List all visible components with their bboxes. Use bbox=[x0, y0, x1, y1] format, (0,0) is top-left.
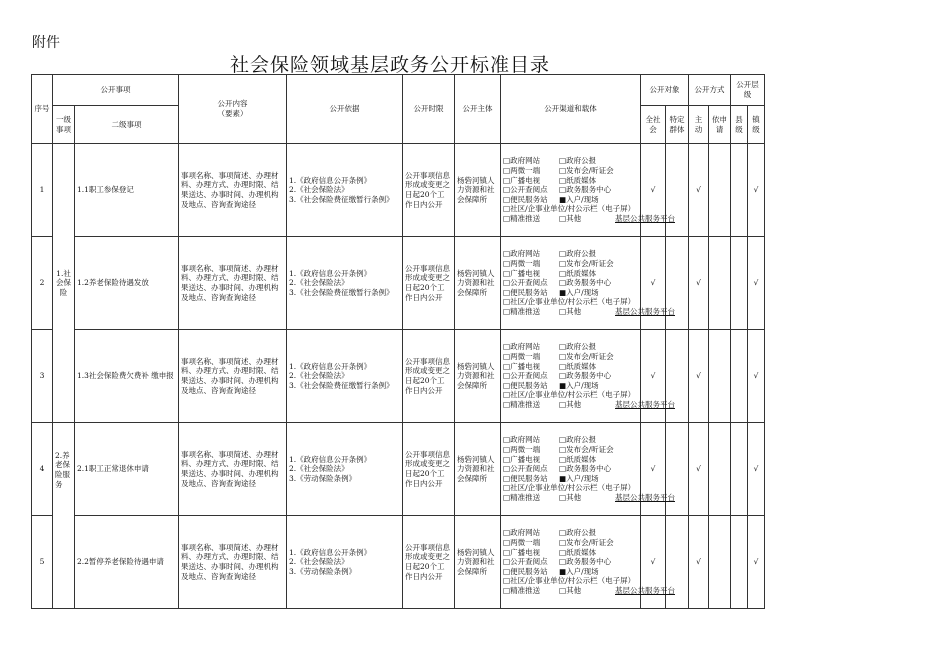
basis-cell: 1.《政府信息公开条例》 2.《社会保险法》 3.《劳动保险条例》 bbox=[287, 516, 403, 609]
level2-item: 1.3社会保险费欠费补 缴申报 bbox=[75, 330, 179, 423]
level-county-mark bbox=[731, 423, 748, 516]
level-town-mark: √ bbox=[748, 237, 765, 330]
basis-cell: 1.《政府信息公开条例》 2.《社会保险法》 3.《社会保险费征缴暂行条例》 bbox=[287, 237, 403, 330]
level2-item: 2.2暂停养老保险待遇申请 bbox=[75, 516, 179, 609]
level-county-mark bbox=[731, 144, 748, 237]
method-active-mark: √ bbox=[689, 516, 709, 609]
level2-item: 1.2养老保险待遇发放 bbox=[75, 237, 179, 330]
header-method: 公开方式 bbox=[689, 75, 731, 106]
method-active-mark: √ bbox=[689, 330, 709, 423]
method-apply-mark bbox=[709, 144, 731, 237]
target-all-mark: √ bbox=[641, 330, 666, 423]
level1-item: 1.社会保险 bbox=[53, 144, 75, 423]
header-target: 公开对象 bbox=[641, 75, 689, 106]
target-all-mark: √ bbox=[641, 423, 666, 516]
content-cell: 事项名称、事项简述、办理材料、办理方式、办理时限、结果送达、办事时间、办理机构及地点、咨询查询途径 bbox=[179, 423, 287, 516]
time-limit-cell: 公开事项信息形成或变更之日起20个工作日内公开 bbox=[403, 237, 455, 330]
row-seq: 4 bbox=[32, 423, 53, 516]
level2-item: 1.1职工参保登记 bbox=[75, 144, 179, 237]
subject-cell: 杨砦河镇人力资源和社会保障所 bbox=[455, 144, 501, 237]
level1-item: 2.养老保险服务 bbox=[53, 423, 75, 609]
level-town-mark: √ bbox=[748, 144, 765, 237]
attachment-label: 附件 bbox=[32, 35, 60, 51]
channels-cell: □政府网站 □政府公报 □两微一端 □发布会/听证会 □广播电视 □纸质媒体 □公开查阅点 □政务服务中心 □便民服务站 ■入户/现场 □社区/企事业单位/村公示栏（电子屏） □精准推送 □其他 基层公共服务平台 bbox=[501, 423, 641, 516]
subject-cell: 杨砦河镇人力资源和社会保障所 bbox=[455, 237, 501, 330]
header-level-county: 县 级 bbox=[731, 106, 748, 144]
header-public-matter: 公开事项 bbox=[53, 75, 179, 106]
header-content: 公开内容 （要素） bbox=[179, 75, 287, 144]
header-level-town: 镇 级 bbox=[748, 106, 765, 144]
time-limit-cell: 公开事项信息形成或变更之日起20个工作日内公开 bbox=[403, 423, 455, 516]
level-town-mark: √ bbox=[748, 423, 765, 516]
content-cell: 事项名称、事项简述、办理材料、办理方式、办理时限、结果送达、办事时间、办理机构及地点、咨询查询途径 bbox=[179, 516, 287, 609]
table-row bbox=[32, 330, 765, 423]
channels-cell: □政府网站 □政府公报 □两微一端 □发布会/听证会 □广播电视 □纸质媒体 □公开查阅点 □政务服务中心 □便民服务站 ■入户/现场 □社区/企事业单位/村公示栏（电子屏） □精准推送 □其他 基层公共服务平台 bbox=[501, 330, 641, 423]
row-seq: 3 bbox=[32, 330, 53, 423]
table-row bbox=[32, 237, 765, 330]
header-time-limit: 公开时限 bbox=[403, 75, 455, 144]
header-target-specific: 特定 群体 bbox=[666, 106, 689, 144]
basis-cell: 1.《政府信息公开条例》 2.《社会保险法》 3.《劳动保险条例》 bbox=[287, 423, 403, 516]
channels-cell: □政府网站 □政府公报 □两微一端 □发布会/听证会 □广播电视 □纸质媒体 □公开查阅点 □政务服务中心 □便民服务站 ■入户/现场 □社区/企事业单位/村公示栏（电子屏） □精准推送 □其他 基层公共服务平台 bbox=[501, 144, 641, 237]
table-row bbox=[32, 423, 765, 516]
time-limit-cell: 公开事项信息形成或变更之日起20个工作日内公开 bbox=[403, 516, 455, 609]
level2-item: 2.1职工正常退休申请 bbox=[75, 423, 179, 516]
time-limit-cell: 公开事项信息形成或变更之日起20个工作日内公开 bbox=[403, 330, 455, 423]
level-town-mark: √ bbox=[748, 516, 765, 609]
row-seq: 5 bbox=[32, 516, 53, 609]
header-method-apply: 依申 请 bbox=[709, 106, 731, 144]
content-cell: 事项名称、事项简述、办理材料、办理方式、办理时限、结果送达、办事时间、办理机构及地点、咨询查询途径 bbox=[179, 144, 287, 237]
row-seq: 2 bbox=[32, 237, 53, 330]
target-all-mark: √ bbox=[641, 516, 666, 609]
method-active-mark: √ bbox=[689, 423, 709, 516]
method-apply-mark bbox=[709, 423, 731, 516]
header-level: 公开层级 bbox=[731, 75, 765, 106]
level-county-mark bbox=[731, 330, 748, 423]
method-apply-mark bbox=[709, 516, 731, 609]
header-seq: 序号 bbox=[32, 75, 53, 144]
page-title: 社会保险领域基层政务公开标准目录 bbox=[229, 54, 550, 76]
header-level2: 二级事项 bbox=[75, 106, 179, 144]
method-apply-mark bbox=[709, 330, 731, 423]
subject-cell: 杨砦河镇人力资源和社会保障所 bbox=[455, 516, 501, 609]
subject-cell: 杨砦河镇人力资源和社会保障所 bbox=[455, 330, 501, 423]
target-all-mark: √ bbox=[641, 144, 666, 237]
header-method-active: 主 动 bbox=[689, 106, 709, 144]
table-row bbox=[32, 144, 765, 237]
method-active-mark: √ bbox=[689, 144, 709, 237]
level-county-mark bbox=[731, 516, 748, 609]
header-level1: 一级 事项 bbox=[53, 106, 75, 144]
method-apply-mark bbox=[709, 237, 731, 330]
row-seq: 1 bbox=[32, 144, 53, 237]
header-target-all: 全社 会 bbox=[641, 106, 666, 144]
subject-cell: 杨砦河镇人力资源和社会保障所 bbox=[455, 423, 501, 516]
header-channels: 公开渠道和载体 bbox=[501, 75, 641, 144]
catalog-table bbox=[31, 74, 765, 609]
level-county-mark bbox=[731, 237, 748, 330]
channels-cell: □政府网站 □政府公报 □两微一端 □发布会/听证会 □广播电视 □纸质媒体 □公开查阅点 □政务服务中心 □便民服务站 ■入户/现场 □社区/企事业单位/村公示栏（电子屏） □精准推送 □其他 基层公共服务平台 bbox=[501, 237, 641, 330]
method-active-mark: √ bbox=[689, 237, 709, 330]
basis-cell: 1.《政府信息公开条例》 2.《社会保险法》 3.《社会保险费征缴暂行条例》 bbox=[287, 330, 403, 423]
table-row bbox=[32, 516, 765, 609]
time-limit-cell: 公开事项信息形成或变更之日起20个工作日内公开 bbox=[403, 144, 455, 237]
basis-cell: 1.《政府信息公开条例》 2.《社会保险法》 3.《社会保险费征缴暂行条例》 bbox=[287, 144, 403, 237]
content-cell: 事项名称、事项简述、办理材料、办理方式、办理时限、结果送达、办事时间、办理机构及地点、咨询查询途径 bbox=[179, 330, 287, 423]
channels-cell: □政府网站 □政府公报 □两微一端 □发布会/听证会 □广播电视 □纸质媒体 □公开查阅点 □政务服务中心 □便民服务站 ■入户/现场 □社区/企事业单位/村公示栏（电子屏） □精准推送 □其他 基层公共服务平台 bbox=[501, 516, 641, 609]
content-cell: 事项名称、事项简述、办理材料、办理方式、办理时限、结果送达、办事时间、办理机构及地点、咨询查询途径 bbox=[179, 237, 287, 330]
level-town-mark: √ bbox=[748, 330, 765, 423]
target-all-mark: √ bbox=[641, 237, 666, 330]
header-basis: 公开依据 bbox=[287, 75, 403, 144]
header-subject: 公开主体 bbox=[455, 75, 501, 144]
